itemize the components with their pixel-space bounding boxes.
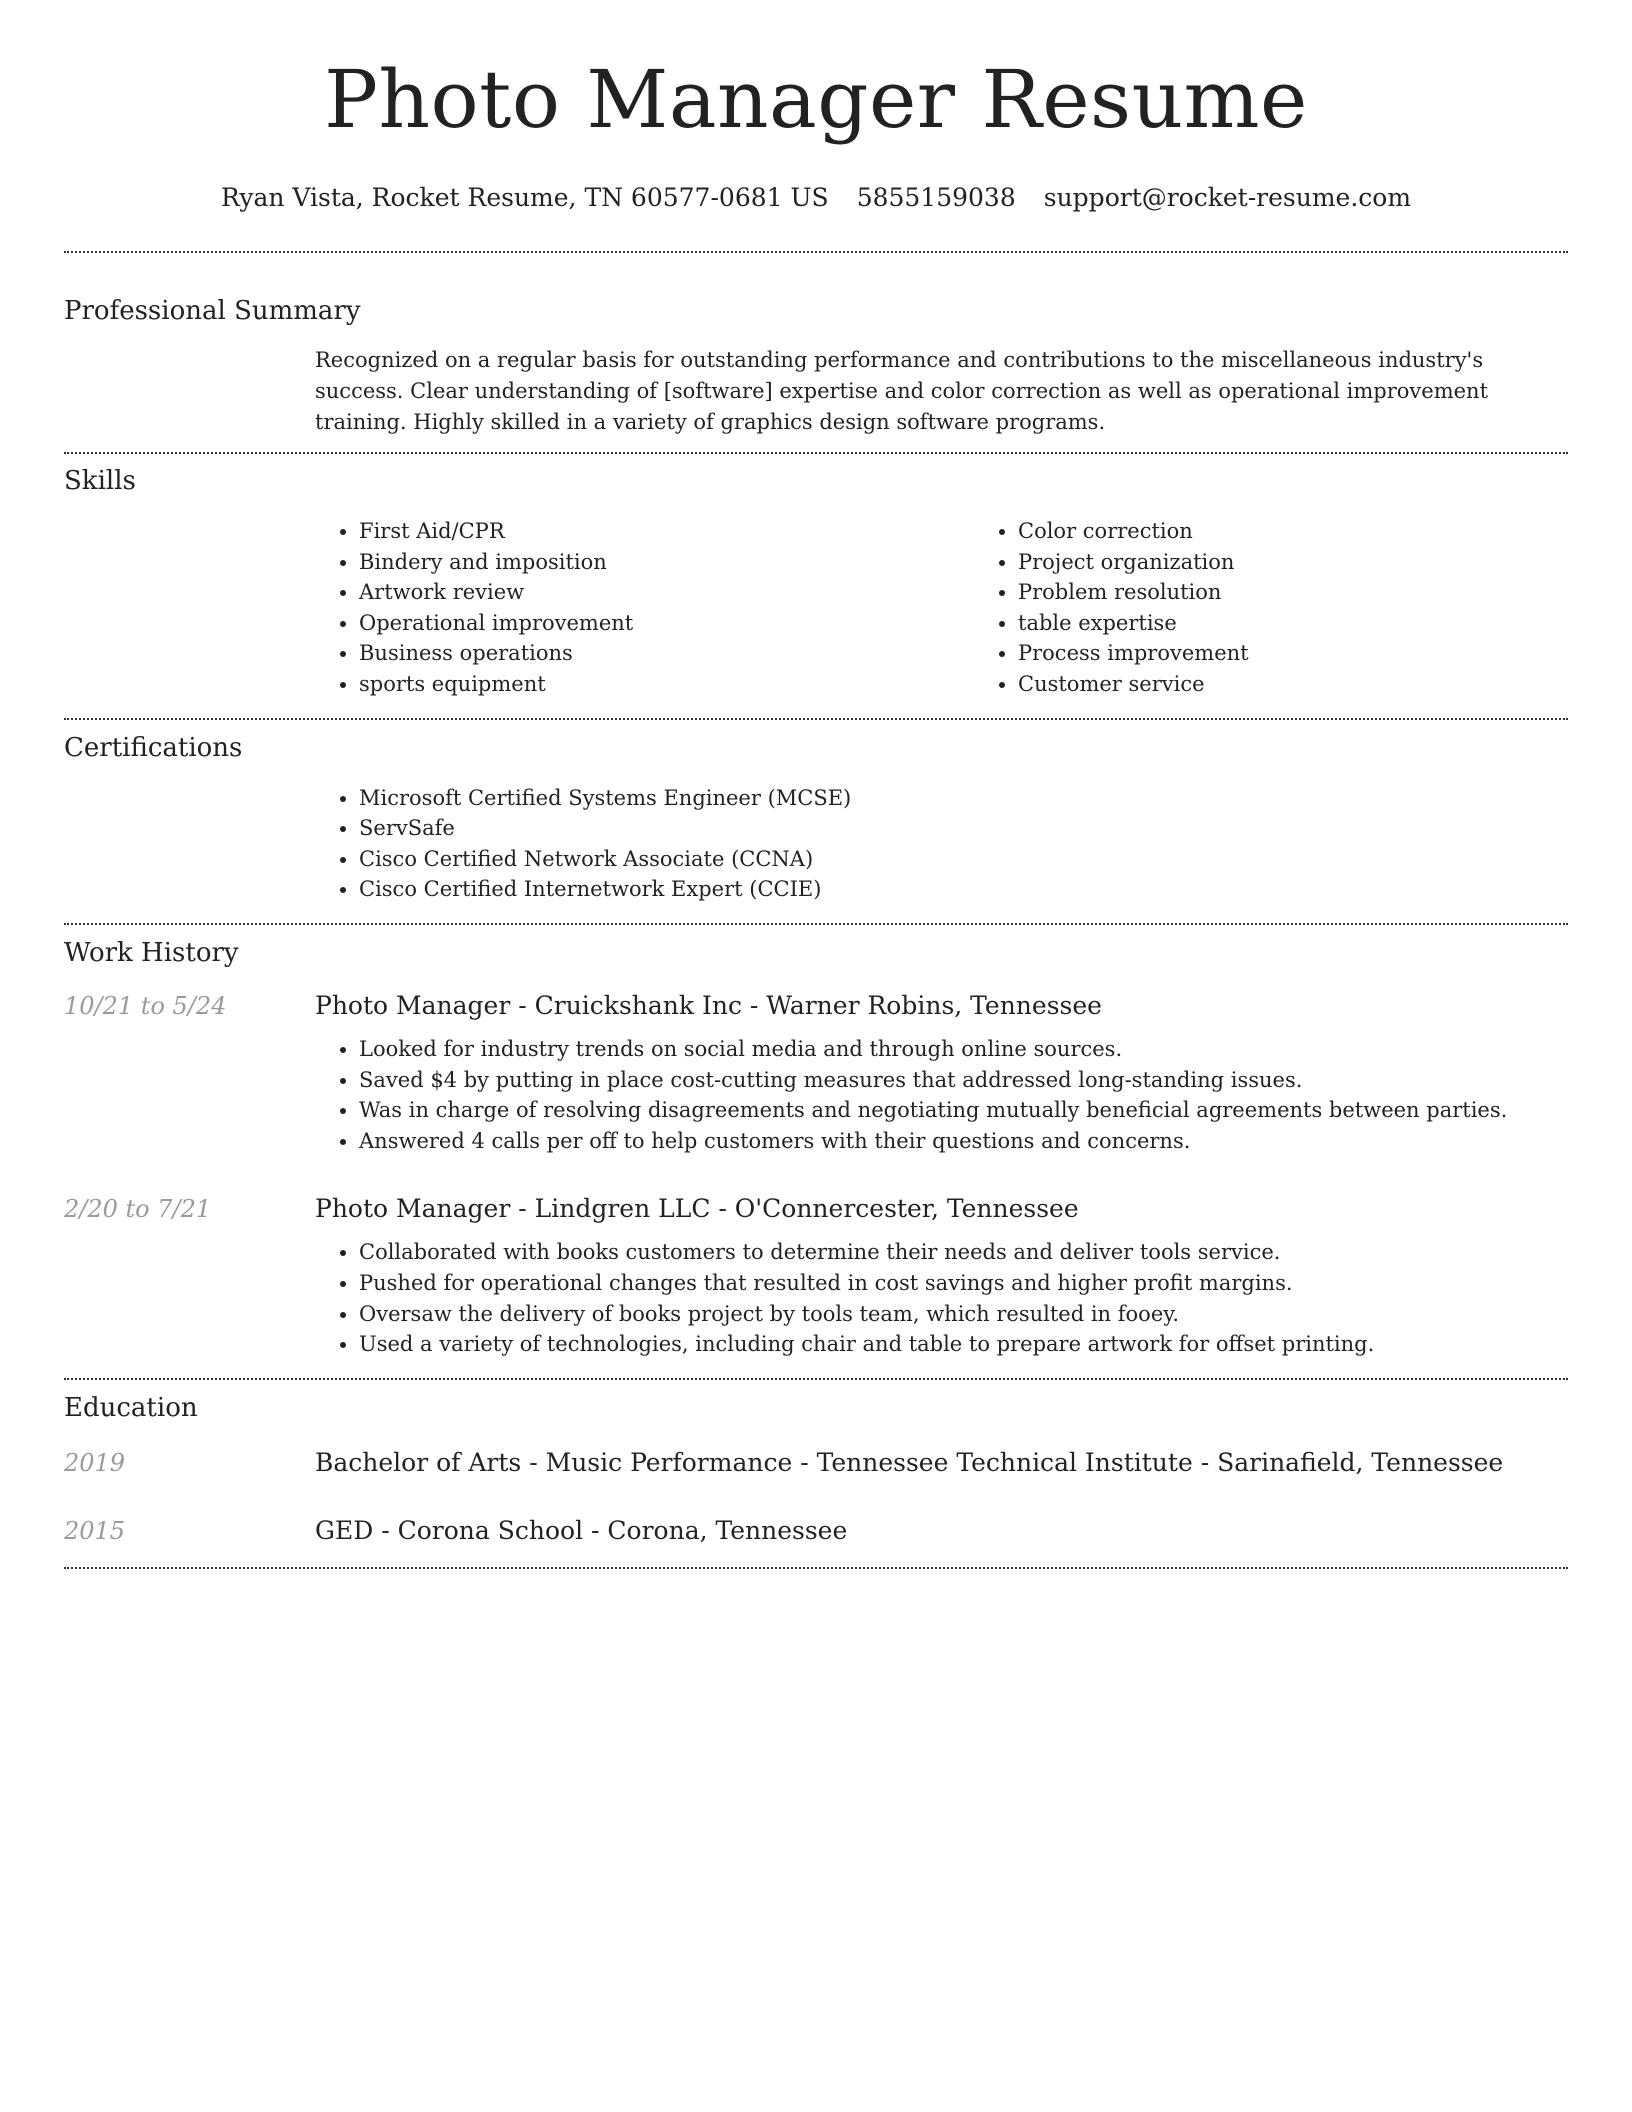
divider bbox=[64, 1567, 1568, 1569]
education-entry bbox=[64, 1515, 1568, 1547]
education-year: 2015 bbox=[64, 1516, 126, 1545]
certification-item: • ServSafe bbox=[359, 813, 1568, 844]
certification-item: • Cisco Certified Internetwork Expert (CCIE) bbox=[359, 874, 1568, 905]
summary-heading: Professional Summary bbox=[64, 296, 361, 326]
job-bullet: • Collaborated with books customers to determine their needs and deliver tools service. bbox=[359, 1237, 1568, 1268]
skills-heading: Skills bbox=[64, 466, 136, 496]
job-bullet: • Used a variety of technologies, including chair and table to prepare artwork for offset printing. bbox=[359, 1329, 1568, 1360]
skills-row bbox=[64, 516, 1568, 700]
education-year: 2019 bbox=[64, 1448, 126, 1477]
education-heading: Education bbox=[64, 1392, 198, 1423]
skill-item: • Bindery and imposition bbox=[359, 547, 974, 578]
skill-item: • First Aid/CPR bbox=[359, 516, 974, 547]
job-entry bbox=[64, 990, 1568, 1156]
work-heading: Work History bbox=[64, 937, 239, 968]
job-bullet: • Answered 4 calls per off to help customers with their questions and concerns. bbox=[359, 1126, 1568, 1157]
skill-item: • Problem resolution bbox=[1018, 577, 1632, 608]
job-bullet: • Looked for industry trends on social media and through online sources. bbox=[359, 1034, 1568, 1065]
job-entry bbox=[64, 1193, 1568, 1359]
job-dates: 2/20 to 7/21 bbox=[64, 1195, 212, 1224]
education-title: Bachelor of Arts - Music Performance - Tennessee Technical Institute - Sarinafield, Tennessee bbox=[315, 1447, 1504, 1477]
job-bullet: • Saved $4 by putting in place cost-cutting measures that addressed long-standing issues. bbox=[359, 1065, 1568, 1096]
skills-column-2 bbox=[974, 516, 1632, 700]
divider bbox=[64, 923, 1568, 925]
summary-row bbox=[64, 345, 1568, 438]
job-bullet: • Pushed for operational changes that resulted in cost savings and higher profit margins. bbox=[359, 1268, 1568, 1299]
contact-line bbox=[64, 182, 1568, 214]
divider bbox=[64, 1378, 1568, 1380]
skill-item: • table expertise bbox=[1018, 608, 1632, 639]
skill-item: • Color correction bbox=[1018, 516, 1632, 547]
job-dates: 10/21 to 5/24 bbox=[64, 991, 227, 1020]
page-title: Photo Manager Resume bbox=[324, 53, 1308, 146]
education-entry bbox=[64, 1447, 1568, 1479]
skill-item: • Operational improvement bbox=[359, 608, 974, 639]
education-title: GED - Corona School - Corona, Tennessee bbox=[315, 1515, 848, 1545]
divider bbox=[64, 718, 1568, 720]
certification-item: • Microsoft Certified Systems Engineer (MCSE) bbox=[359, 783, 1568, 814]
job-bullets bbox=[315, 1237, 1568, 1359]
skill-item: • Customer service bbox=[1018, 669, 1632, 700]
certifications-row bbox=[64, 783, 1568, 905]
contact-address: Ryan Vista, Rocket Resume, TN 60577-0681 US bbox=[220, 183, 829, 212]
certifications-list bbox=[315, 783, 1568, 905]
skill-item: • Artwork review bbox=[359, 577, 974, 608]
job-title: Photo Manager - Lindgren LLC - O'Connercester, Tennessee bbox=[315, 1194, 1079, 1224]
summary-text: Recognized on a regular basis for outstanding performance and contributions to the miscellaneous industry's success. Clear understanding of [software] expertise and color correction as well as operational improvement training. Highly skilled in a variety of graphics design software programs. bbox=[315, 348, 1489, 434]
divider bbox=[64, 251, 1568, 253]
contact-email: support@rocket-resume.com bbox=[1043, 183, 1412, 212]
skills-grid bbox=[315, 516, 1632, 700]
contact-phone: 5855159038 bbox=[856, 183, 1016, 212]
skill-item: • Business operations bbox=[359, 638, 974, 669]
job-bullet: • Oversaw the delivery of books project by tools team, which resulted in fooey. bbox=[359, 1299, 1568, 1330]
certification-item: • Cisco Certified Network Associate (CCNA) bbox=[359, 844, 1568, 875]
skill-item: • Project organization bbox=[1018, 547, 1632, 578]
job-title: Photo Manager - Cruickshank Inc - Warner Robins, Tennessee bbox=[315, 990, 1102, 1020]
skills-column-1 bbox=[315, 516, 974, 700]
skill-item: • Process improvement bbox=[1018, 638, 1632, 669]
certifications-heading: Certifications bbox=[64, 732, 243, 763]
skill-item: • sports equipment bbox=[359, 669, 974, 700]
job-bullet: • Was in charge of resolving disagreements and negotiating mutually beneficial agreements between parties. bbox=[359, 1095, 1568, 1126]
job-bullets bbox=[315, 1034, 1568, 1156]
divider bbox=[64, 452, 1568, 454]
